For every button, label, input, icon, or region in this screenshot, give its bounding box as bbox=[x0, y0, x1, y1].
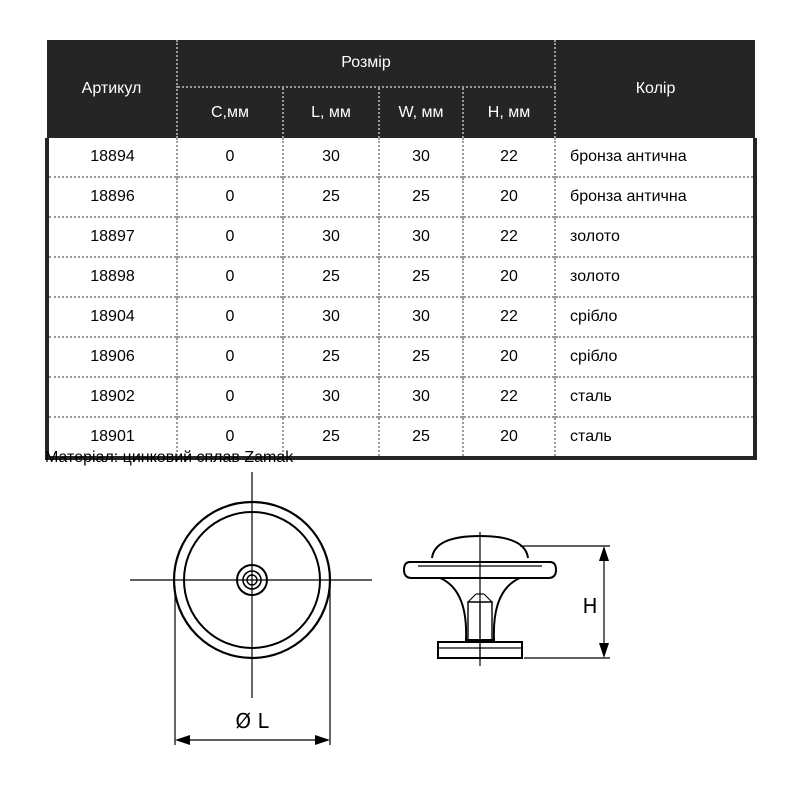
knob-side-view bbox=[404, 532, 610, 666]
height-dimension bbox=[582, 546, 609, 658]
cell-color: золото bbox=[555, 257, 755, 297]
cell-color: золото bbox=[555, 217, 755, 257]
cell-article: 18897 bbox=[47, 217, 177, 257]
cell-color: бронза антична bbox=[555, 138, 755, 177]
header-article: Артикул bbox=[47, 40, 177, 138]
header-color: Колір bbox=[555, 40, 755, 138]
cell-h: 20 bbox=[463, 177, 555, 217]
knob-top-view bbox=[130, 472, 372, 745]
cell-article: 18906 bbox=[47, 337, 177, 377]
cell-l: 30 bbox=[283, 138, 379, 177]
cell-c: 0 bbox=[177, 138, 283, 177]
cell-l: 25 bbox=[283, 417, 379, 458]
cell-c: 0 bbox=[177, 297, 283, 337]
cell-h: 20 bbox=[463, 417, 555, 458]
cell-w: 30 bbox=[379, 217, 463, 257]
header-c: C,мм bbox=[177, 87, 283, 138]
cell-c: 0 bbox=[177, 257, 283, 297]
cell-w: 30 bbox=[379, 297, 463, 337]
cell-article: 18896 bbox=[47, 177, 177, 217]
header-h: H, мм bbox=[463, 87, 555, 138]
cell-h: 20 bbox=[463, 337, 555, 377]
cell-l: 30 bbox=[283, 377, 379, 417]
cell-article: 18902 bbox=[47, 377, 177, 417]
cell-w: 30 bbox=[379, 377, 463, 417]
cell-c: 0 bbox=[177, 217, 283, 257]
material-note: Матеріал: цинковий сплав Zamak bbox=[45, 449, 294, 466]
cell-color: бронза антична bbox=[555, 177, 755, 217]
cell-h: 22 bbox=[463, 217, 555, 257]
cell-w: 25 bbox=[379, 417, 463, 458]
table-row bbox=[47, 177, 755, 217]
header-w: W, мм bbox=[379, 87, 463, 138]
cell-color: срібло bbox=[555, 337, 755, 377]
cell-color: сталь bbox=[555, 417, 755, 458]
diameter-label: Ø L bbox=[235, 709, 269, 733]
cell-l: 30 bbox=[283, 297, 379, 337]
table-row bbox=[47, 337, 755, 377]
cell-l: 25 bbox=[283, 337, 379, 377]
header-size-group: Розмір bbox=[177, 40, 555, 87]
technical-drawing bbox=[0, 470, 800, 770]
header-l: L, мм bbox=[283, 87, 379, 138]
cell-l: 25 bbox=[283, 257, 379, 297]
cell-c: 0 bbox=[177, 377, 283, 417]
height-label: H bbox=[582, 594, 598, 618]
cell-c: 0 bbox=[177, 417, 283, 458]
cell-w: 25 bbox=[379, 257, 463, 297]
table-row bbox=[47, 377, 755, 417]
cell-h: 20 bbox=[463, 257, 555, 297]
cell-w: 30 bbox=[379, 138, 463, 177]
cell-h: 22 bbox=[463, 297, 555, 337]
spec-table bbox=[45, 40, 757, 460]
cell-c: 0 bbox=[177, 177, 283, 217]
cell-l: 25 bbox=[283, 177, 379, 217]
cell-article: 18898 bbox=[47, 257, 177, 297]
table-row bbox=[47, 138, 755, 177]
cell-article: 18894 bbox=[47, 138, 177, 177]
cell-article: 18901 bbox=[47, 417, 177, 458]
cell-color: сталь bbox=[555, 377, 755, 417]
cell-article: 18904 bbox=[47, 297, 177, 337]
cell-w: 25 bbox=[379, 177, 463, 217]
cell-color: срібло bbox=[555, 297, 755, 337]
cell-h: 22 bbox=[463, 138, 555, 177]
table-row bbox=[47, 217, 755, 257]
diameter-dimension bbox=[175, 709, 330, 745]
table-row bbox=[47, 257, 755, 297]
table-row bbox=[47, 297, 755, 337]
cell-c: 0 bbox=[177, 337, 283, 377]
cell-h: 22 bbox=[463, 377, 555, 417]
cell-w: 25 bbox=[379, 337, 463, 377]
cell-l: 30 bbox=[283, 217, 379, 257]
